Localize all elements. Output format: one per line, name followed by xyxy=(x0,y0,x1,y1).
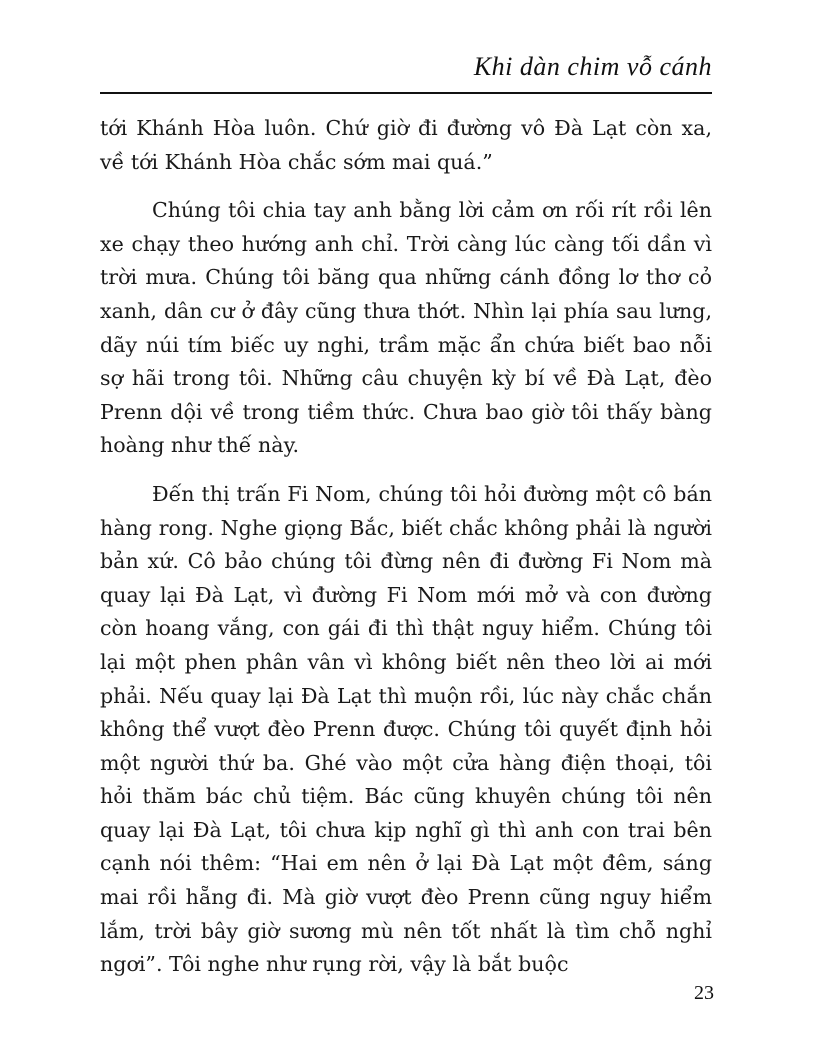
page-number: 23 xyxy=(694,982,714,1004)
paragraph: Đến thị trấn Fi Nom, chúng tôi hỏi đường một cô bán hàng rong. Nghe giọng Bắc, biết chắc không phải là người bản xứ. Cô bảo chúng tôi đừng nên đi đường Fi Nom mà quay lại Đà Lạt, vì đường Fi Nom mới mở và con đường còn hoang vắng, con gái đi thì thật nguy hiểm. Chúng tôi lại một phen phân vân vì không biết nên theo lời ai mới phải. Nếu quay lại Đà Lạt thì muộn rồi, lúc này chắc chắn không thể vượt đèo Prenn được. Chúng tôi quyết định hỏi một người thứ ba. Ghé vào một cửa hàng điện thoại, tôi hỏi thăm bác chủ tiệm. Bác cũng khuyên chúng tôi nên quay lại Đà Lạt, tôi chưa kịp nghĩ gì thì anh con trai bên cạnh nói thêm: “Hai em nên ở lại Đà Lạt một đêm, sáng mai rồi hẵng đi. Mà giờ vượt đèo Prenn cũng nguy hiểm lắm, trời bây giờ sương mù nên tốt nhất là tìm chỗ nghỉ ngơi”. Tôi nghe như rụng rời, vậy là bắt buộc xyxy=(100,481,712,977)
paragraph: Chúng tôi chia tay anh bằng lời cảm ơn rối rít rồi lên xe chạy theo hướng anh chỉ. Trời càng lúc càng tối dần vì trời mưa. Chúng tôi băng qua những cánh đồng lơ thơ cỏ xanh, dân cư ở đây cũng thưa thớt. Nhìn lại phía sau lưng, dãy núi tím biếc uy nghi, trầm mặc ẩn chứa biết bao nỗi sợ hãi trong tôi. Những câu chuyện kỳ bí về Đà Lạt, đèo Prenn dội về trong tiềm thức. Chưa bao giờ tôi thấy bàng hoàng như thế này. xyxy=(100,198,712,458)
page-body xyxy=(100,112,712,982)
paragraph-continuation: tới Khánh Hòa luôn. Chứ giờ đi đường vô Đà Lạt còn xa, về tới Khánh Hòa chắc sớm mai quá.” xyxy=(100,116,712,174)
header-divider xyxy=(100,92,712,94)
running-header-title: Khi dàn chim vỗ cánh xyxy=(473,52,712,81)
